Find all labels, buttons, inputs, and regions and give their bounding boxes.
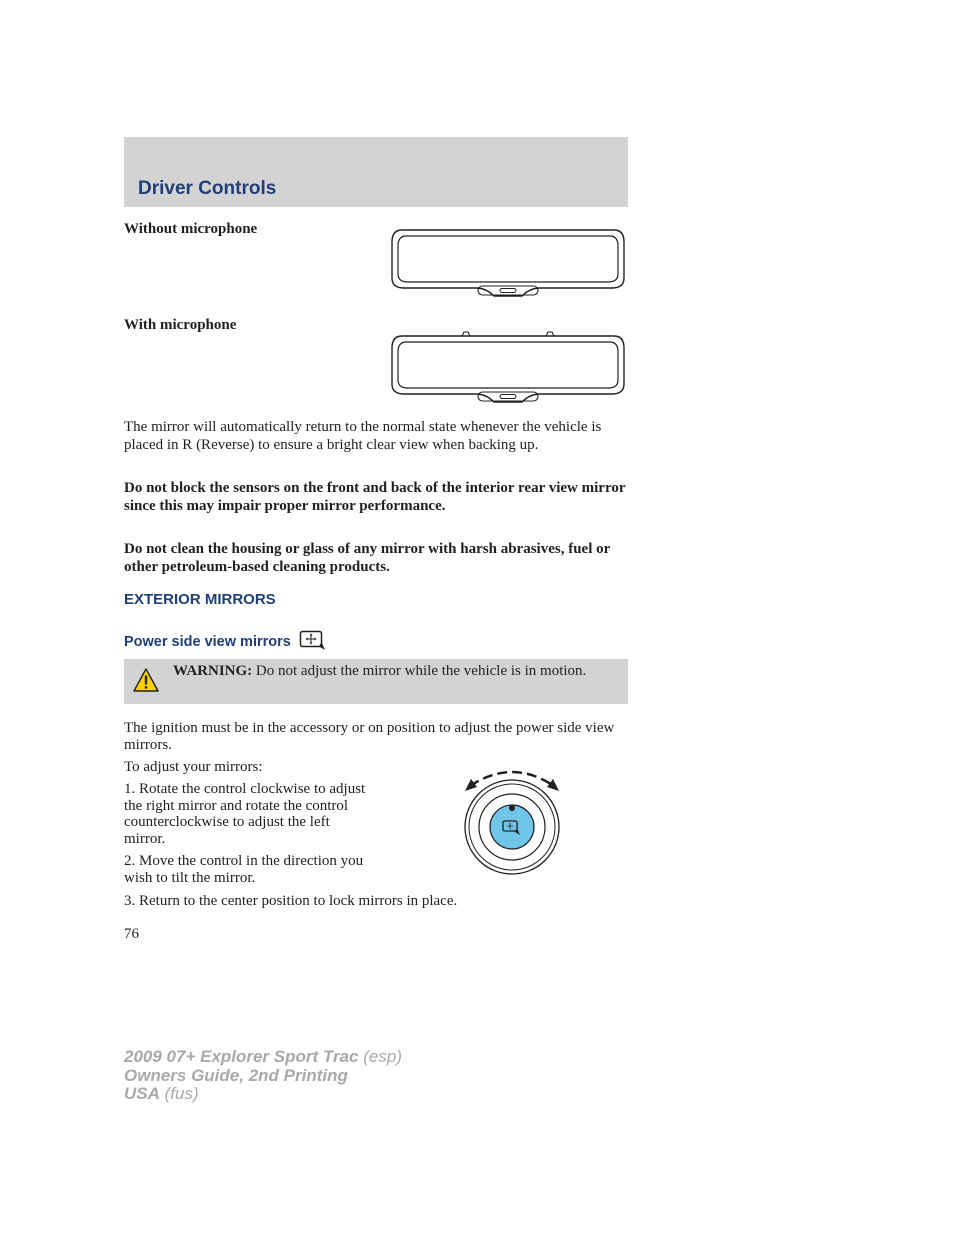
power-mirrors-heading-text: Power side view mirrors	[124, 634, 291, 650]
mirror-without-microphone-diagram	[390, 228, 626, 300]
footer-line-3: USA (fus)	[124, 1084, 199, 1103]
mirror-control-knob-diagram	[458, 762, 566, 878]
step-1-paragraph: 1. Rotate the control clockwise to adjust the right mirror and rotate the control counterclockwise to adjust the left mirror.	[124, 781, 366, 847]
sensor-caution-paragraph: Do not block the sensors on the front and back of the interior rear view mirror since this may impair proper mirror performance.	[124, 480, 626, 514]
power-side-view-mirrors-heading	[124, 630, 327, 652]
warning-text	[173, 663, 613, 679]
with-microphone-label: With microphone	[124, 317, 237, 333]
reverse-mirror-paragraph: The mirror will automatically return to the normal state whenever the vehicle is placed in R (Reverse) to ensure a bright clear view when backing up.	[124, 419, 602, 453]
exterior-mirrors-heading: EXTERIOR MIRRORS	[124, 591, 276, 608]
warning-box	[124, 659, 628, 704]
ignition-paragraph: The ignition must be in the accessory or on position to adjust the power side view mirrors.	[124, 720, 615, 753]
mirror-with-microphone-diagram	[390, 328, 626, 405]
step-2-paragraph: 2. Move the control in the direction you wish to tilt the mirror.	[124, 853, 364, 886]
without-microphone-label: Without microphone	[124, 221, 258, 237]
to-adjust-paragraph: To adjust your mirrors:	[124, 759, 263, 775]
section-title: Driver Controls	[138, 178, 277, 199]
footer-line-2: Owners Guide, 2nd Printing	[124, 1065, 348, 1085]
step-3-paragraph: 3. Return to the center position to lock mirrors in place.	[124, 893, 458, 909]
footer-line-1: 2009 07+ Explorer Sport Trac (esp)	[124, 1047, 402, 1066]
page-number: 76	[124, 926, 139, 942]
power-mirror-icon	[299, 630, 327, 652]
cleaning-caution-paragraph: Do not clean the housing or glass of any mirror with harsh abrasives, fuel or other petroleum-based cleaning products.	[124, 541, 610, 575]
footer-edition-info	[124, 1048, 402, 1104]
warning-triangle-icon	[133, 667, 159, 693]
warning-message: Do not adjust the mirror while the vehicle is in motion.	[255, 663, 587, 679]
warning-label: WARNING:	[173, 663, 253, 679]
